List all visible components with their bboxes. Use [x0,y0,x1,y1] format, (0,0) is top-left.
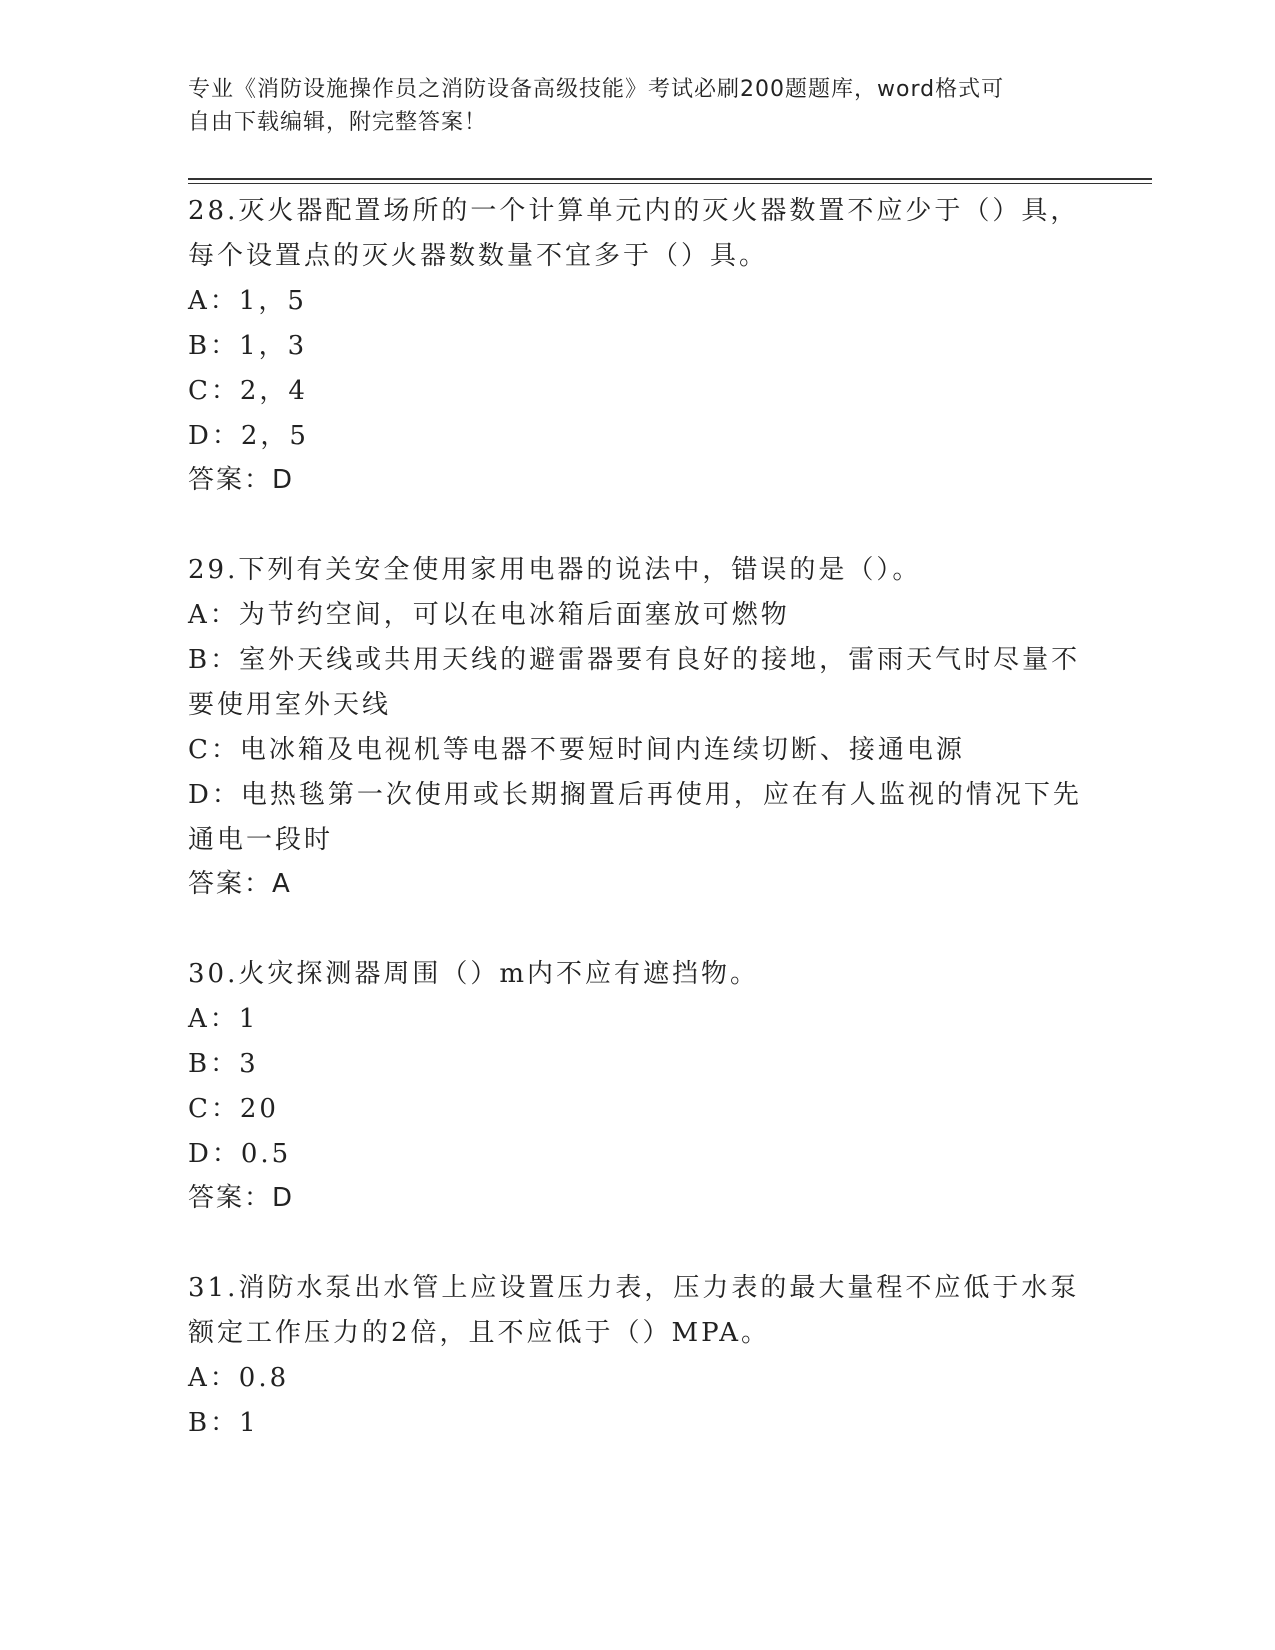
question-29-option-c: C：电冰箱及电视机等电器不要短时间内连续切断、接通电源 [188,735,965,765]
question-30-answer: 答案：D [188,1183,295,1213]
document-header [188,73,1068,139]
question-29-answer: 答案：A [188,869,292,899]
question-28-stem-line-1: 28.灭火器配置场所的一个计算单元内的灭火器数置不应少于（）具， [188,196,1080,226]
question-28-option-c: C：2，4 [188,376,308,406]
header-line-1: 专业《消防设施操作员之消防设备高级技能》考试必刷200题题库，word格式可 [188,77,1005,102]
question-29-option-d-line-1: D：电热毯第一次使用或长期搁置后再使用，应在有人监视的情况下先 [188,780,1082,810]
question-28-option-d: D：2，5 [188,421,309,451]
question-31-stem-line-1: 31.消防水泵出水管上应设置压力表，压力表的最大量程不应低于水泵 [188,1273,1080,1303]
question-30-option-d: D：0.5 [188,1139,292,1169]
header-line-2: 自由下载编辑，附完整答案！ [188,110,488,135]
question-31-option-b: B：1 [188,1408,259,1438]
question-29-option-a: A：为节约空间，可以在电冰箱后面塞放可燃物 [188,600,790,630]
question-28-stem-line-2: 每个设置点的灭火器数数量不宜多于（）具。 [188,241,769,271]
question-30-option-a: A：1 [188,1004,259,1034]
header-divider-thin [188,183,1152,184]
question-28-option-b: B：1，3 [188,331,308,361]
question-29-option-b-line-2: 要使用室外天线 [188,690,392,720]
question-29-option-b-line-1: B：室外天线或共用天线的避雷器要有良好的接地，雷雨天气时尽量不 [188,645,1081,675]
header-divider-thick [188,178,1152,180]
question-28-option-a: A：1，5 [188,286,307,316]
question-28-answer: 答案：D [188,465,295,495]
question-29-option-d-line-2: 通电一段时 [188,825,334,855]
question-30-option-c: C：20 [188,1094,279,1124]
question-31-option-a: A：0.8 [188,1363,290,1393]
question-31-stem-line-2: 额定工作压力的2倍，且不应低于（）MPA。 [188,1318,771,1348]
question-29-stem-line-1: 29.下列有关安全使用家用电器的说法中，错误的是（）。 [188,555,922,585]
question-30-option-b: B：3 [188,1049,259,1079]
question-30-stem-line-1: 30.火灾探测器周围（）m内不应有遮挡物。 [188,959,760,989]
